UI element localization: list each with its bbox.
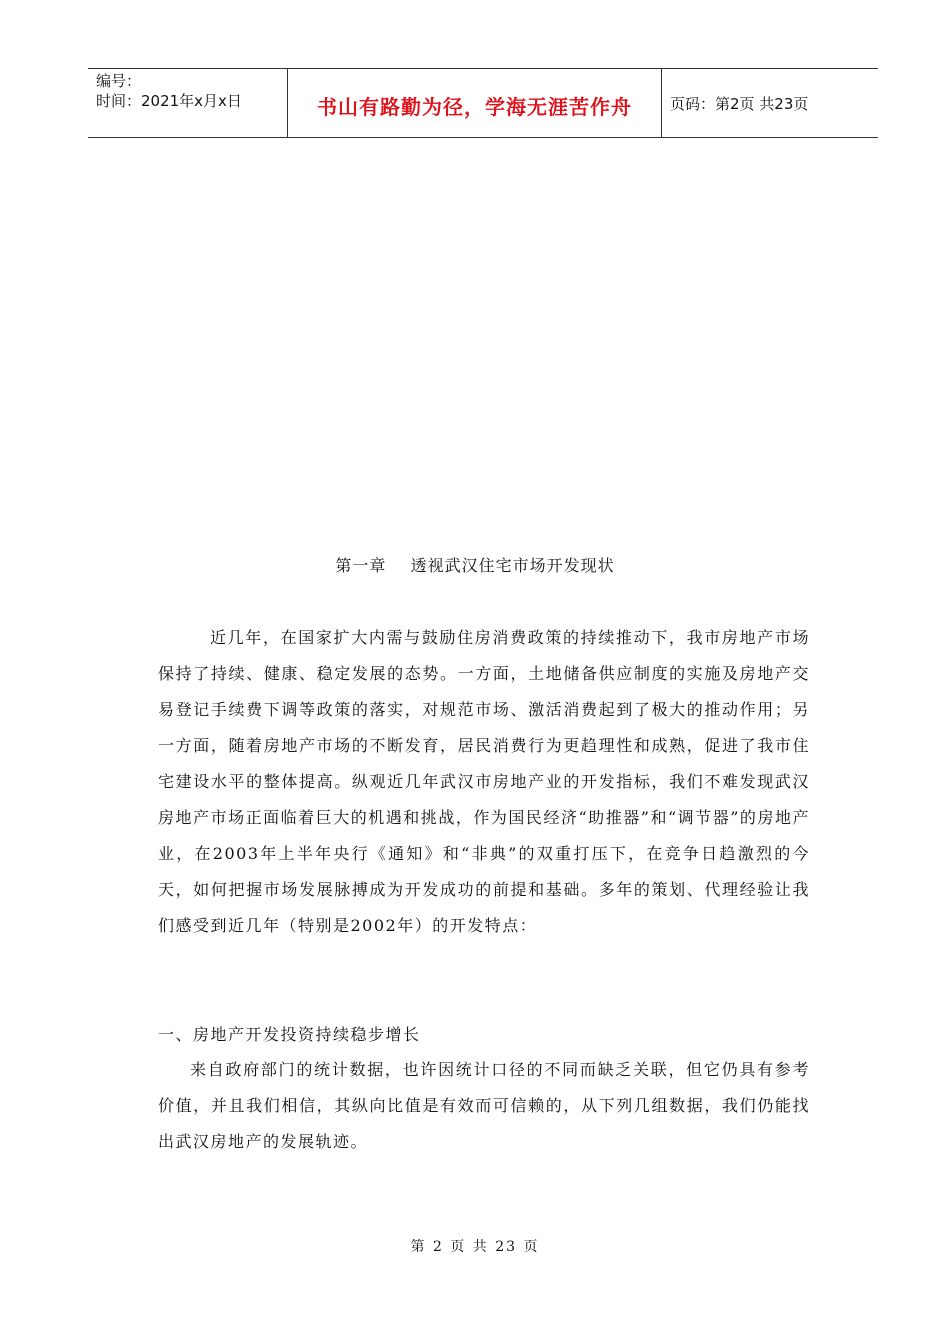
section-paragraph: 来自政府部门的统计数据，也许因统计口径的不同而缺乏关联，但它仍具有参考价值，并且我们相信，其纵向比值是有效而可信赖的，从下列几组数据，我们仍能找出武汉房地产的发展轨迹。 — [158, 1060, 810, 1151]
section-heading: 一、房地产开发投资持续稳步增长 — [158, 1025, 421, 1044]
chapter-title-text: 第一章 透视武汉住宅市场开发现状 — [335, 556, 615, 575]
document-number-label: 编号： — [96, 72, 142, 90]
chapter-title — [0, 553, 950, 576]
header-page-cell — [662, 69, 878, 137]
header-page-info: 页码：第2页 共23页 — [670, 94, 809, 113]
document-time-label: 时间：2021年x月x日 — [96, 92, 242, 110]
header-motto: 书山有路勤为径，学海无涯苦作舟 — [317, 94, 632, 119]
page-header — [88, 68, 878, 138]
header-meta-cell — [88, 69, 288, 137]
page-footer: 第 2 页 共 23 页 — [410, 1239, 540, 1255]
intro-paragraph: 近几年，在国家扩大内需与鼓励住房消费政策的持续推动下，我市房地产市场保持了持续、健康、稳定发展的态势。一方面，土地储备供应制度的实施及房地产交易登记手续费下调等政策的落实，对规范市场、激活消费起到了极大的推动作用；另一方面，随着房地产市场的不断发育，居民消费行为更趋理性和成熟，促进了我市住宅建设水平的整体提高。纵观近几年武汉市房地产业的开发指标，我们不难发现武汉房地产市场正面临着巨大的机遇和挑战，作为国民经济“助推器”和“调节器”的房地产业，在2003年上半年央行《通知》和“非典”的双重打压下，在竞争日趋激烈的今天，如何把握市场发展脉搏成为开发成功的前提和基础。多年的策划、代理经验让我们感受到近几年（特别是2002年）的开发特点： — [158, 628, 810, 935]
header-motto-cell — [288, 69, 662, 137]
